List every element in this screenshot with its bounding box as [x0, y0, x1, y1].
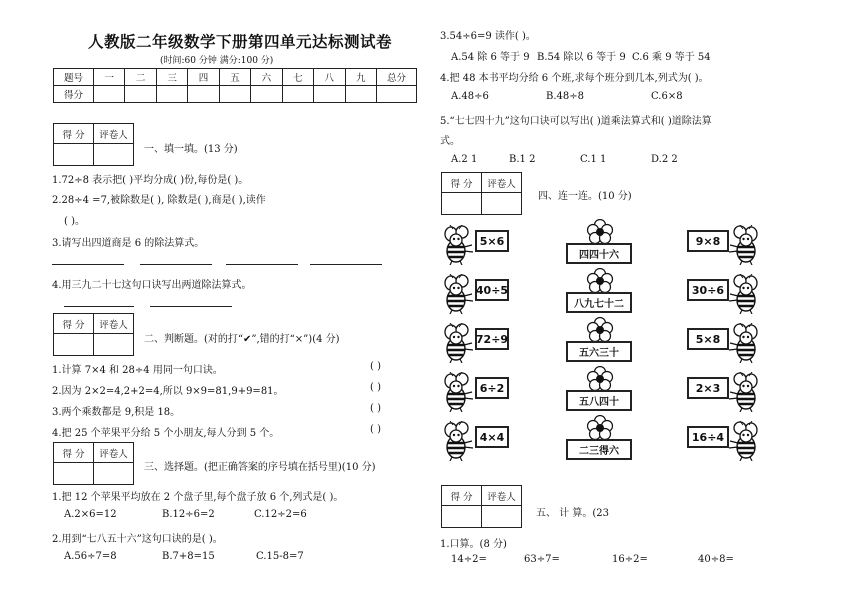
answer-line[interactable] [64, 306, 134, 307]
judge-bracket[interactable]: ( ) [370, 424, 381, 435]
score-header-cell: 总分 [377, 69, 417, 86]
page-subtitle: (时间:60 分钟 满分:100 分) [160, 56, 274, 66]
connect-left-card[interactable]: 4×4 [475, 426, 509, 448]
grader-score-cell[interactable] [442, 506, 482, 528]
answer-line[interactable] [140, 264, 212, 265]
choice-q4-opt-a[interactable]: A.48÷6 [451, 91, 489, 102]
score-cell[interactable] [94, 86, 125, 103]
grader-box-1 [53, 123, 134, 166]
page-title: 人教版二年级数学下册第四单元达标测试卷 [88, 33, 393, 51]
choice-q5b: 式。 [440, 136, 460, 147]
judge-item-2: 2.因为 2×2=4,2+2=4,所以 9×9=81,9+9=81。 [52, 386, 284, 397]
choice-q1-opt-b[interactable]: B.12÷6=2 [162, 509, 215, 520]
bee-icon [726, 225, 760, 268]
grader-reviewer-label: 评卷人 [94, 124, 134, 144]
choice-q5a: 5.“七七四十九”这句口诀可以写出( )道乘法算式和( )道除法算 [440, 116, 712, 127]
bee-icon [442, 323, 476, 366]
score-cell[interactable] [156, 86, 187, 103]
choice-q5-opt-d[interactable]: D.2 2 [651, 154, 678, 165]
choice-q4-opt-b[interactable]: B.48÷8 [546, 91, 584, 102]
connect-middle-card[interactable]: 五八四十 [566, 390, 632, 411]
choice-q2-opt-c[interactable]: C.15-8=7 [256, 551, 304, 562]
grader-score-label: 得 分 [54, 124, 94, 144]
grader-box-4 [441, 172, 522, 215]
grader-reviewer-label: 评卷人 [482, 173, 522, 193]
answer-line[interactable] [150, 306, 232, 307]
calc-q1: 1.口算。(8 分) [440, 539, 507, 550]
score-cell[interactable] [345, 86, 377, 103]
grader-reviewer-cell[interactable] [482, 193, 522, 215]
answer-line[interactable] [52, 264, 124, 265]
calc-item[interactable]: 40÷8= [698, 554, 734, 565]
grader-score-cell[interactable] [54, 144, 94, 166]
bee-icon [726, 323, 760, 366]
calc-item[interactable]: 14÷2= [451, 554, 487, 565]
fill-q4: 4.用三九二十七这句口诀写出两道除法算式。 [52, 280, 252, 291]
choice-q2-opt-a[interactable]: A.56÷7=8 [64, 551, 117, 562]
grader-reviewer-label: 评卷人 [94, 314, 134, 334]
score-cell[interactable] [377, 86, 417, 103]
section-1-heading: 一、填一填。(13 分) [144, 144, 238, 155]
fill-q2b: ( )。 [64, 216, 85, 227]
bee-icon [726, 274, 760, 317]
score-header-cell: 一 [94, 69, 125, 86]
connect-right-card[interactable]: 5×8 [687, 328, 729, 350]
choice-q3: 3.54÷6=9 读作( )。 [440, 31, 536, 42]
grader-reviewer-cell[interactable] [94, 334, 134, 356]
connect-right-card[interactable]: 9×8 [687, 230, 729, 252]
score-cell[interactable] [125, 86, 156, 103]
score-row-label: 得分 [54, 86, 94, 103]
connect-middle-card[interactable]: 八九七十二 [566, 292, 632, 313]
score-header-cell: 题号 [54, 69, 94, 86]
bee-icon [726, 421, 760, 464]
connect-left-card[interactable]: 6÷2 [475, 377, 509, 399]
score-cell[interactable] [188, 86, 219, 103]
score-table-header-row [54, 69, 417, 86]
bee-icon [442, 225, 476, 268]
grader-reviewer-cell[interactable] [94, 463, 134, 485]
score-header-cell: 五 [219, 69, 250, 86]
choice-q5-opt-c[interactable]: C.1 1 [580, 154, 607, 165]
choice-q1-opt-c[interactable]: C.12÷2=6 [254, 509, 307, 520]
choice-q2-opt-b[interactable]: B.7+8=15 [162, 551, 215, 562]
choice-q3-opt-a[interactable]: A.54 除 6 等于 9 [451, 52, 530, 63]
connect-middle-card[interactable]: 五六三十 [566, 341, 632, 362]
grader-reviewer-label: 评卷人 [482, 486, 522, 506]
grader-score-cell[interactable] [442, 193, 482, 215]
score-table [53, 68, 417, 103]
score-header-cell: 九 [345, 69, 377, 86]
grader-box-3 [53, 442, 134, 485]
fill-q2a: 2.28÷4 =7,被除数是( ), 除数是( ),商是( ),读作 [52, 195, 266, 206]
choice-q5-opt-b[interactable]: B.1 2 [509, 154, 536, 165]
connect-left-card[interactable]: 72÷9 [475, 328, 509, 350]
connect-left-card[interactable]: 40÷5 [475, 279, 509, 301]
bee-icon [442, 274, 476, 317]
score-cell[interactable] [282, 86, 313, 103]
choice-q3-opt-b[interactable]: B.54 除以 6 等于 9 [537, 52, 626, 63]
bee-icon [726, 372, 760, 415]
judge-item-4: 4.把 25 个苹果平分给 5 个小朋友,每人分到 5 个。 [52, 428, 280, 439]
answer-line[interactable] [310, 264, 382, 265]
connect-right-card[interactable]: 2×3 [687, 377, 729, 399]
score-header-cell: 二 [125, 69, 156, 86]
section-4-heading: 四、连一连。(10 分) [538, 191, 632, 202]
connect-right-card[interactable]: 30÷6 [687, 279, 729, 301]
score-header-cell: 六 [251, 69, 282, 86]
score-header-cell: 三 [156, 69, 187, 86]
connect-middle-card[interactable]: 二三得六 [566, 439, 632, 460]
grader-reviewer-cell[interactable] [94, 144, 134, 166]
score-cell[interactable] [219, 86, 250, 103]
grader-score-label: 得 分 [442, 173, 482, 193]
answer-line[interactable] [226, 264, 298, 265]
score-header-cell: 四 [188, 69, 219, 86]
calc-item[interactable]: 63÷7= [524, 554, 560, 565]
grader-reviewer-label: 评卷人 [94, 443, 134, 463]
calc-item[interactable]: 16÷2= [612, 554, 648, 565]
score-cell[interactable] [314, 86, 345, 103]
grader-reviewer-cell[interactable] [482, 506, 522, 528]
score-header-cell: 七 [282, 69, 313, 86]
connect-middle-card[interactable]: 四四十六 [566, 243, 632, 264]
grader-box-2 [53, 313, 134, 356]
judge-bracket[interactable]: ( ) [370, 403, 381, 414]
grader-box-5 [441, 485, 522, 528]
score-table-score-row [54, 86, 417, 103]
grader-score-label: 得 分 [54, 314, 94, 334]
score-header-cell: 八 [314, 69, 345, 86]
section-2-heading: 二、判断题。(对的打“✔”,错的打“×”)(4 分) [144, 334, 340, 345]
connect-right-card[interactable]: 16÷4 [687, 426, 729, 448]
choice-q5-opt-a[interactable]: A.2 1 [451, 154, 478, 165]
connect-left-card[interactable]: 5×6 [475, 230, 509, 252]
judge-item-1: 1.计算 7×4 和 28÷4 用同一句口诀。 [52, 365, 223, 376]
choice-q1-opt-a[interactable]: A.2×6=12 [64, 509, 117, 520]
choice-q3-opt-c[interactable]: C.6 乘 9 等于 54 [632, 52, 711, 63]
bee-icon [442, 421, 476, 464]
grader-score-label: 得 分 [54, 443, 94, 463]
choice-q2: 2.用到“七八五十六”这句口诀的是( )。 [52, 534, 223, 545]
choice-q1: 1.把 12 个苹果平均放在 2 个盘子里,每个盘子放 6 个,列式是( )。 [52, 492, 344, 503]
judge-item-3: 3.两个乘数都是 9,积是 18。 [52, 407, 181, 418]
choice-q4: 4.把 48 本书平均分给 6 个班,求每个班分到几本,列式为( )。 [440, 73, 709, 84]
judge-bracket[interactable]: ( ) [370, 382, 381, 393]
choice-q4-opt-c[interactable]: C.6×8 [651, 91, 683, 102]
bee-icon [442, 372, 476, 415]
score-cell[interactable] [251, 86, 282, 103]
fill-q1: 1.72÷8 表示把( )平均分成( )份,每份是( )。 [52, 175, 249, 186]
grader-score-cell[interactable] [54, 463, 94, 485]
section-5-heading: 五、 计 算。(23 [536, 508, 609, 519]
grader-score-label: 得 分 [442, 486, 482, 506]
fill-q3: 3.请写出四道商是 6 的除法算式。 [52, 238, 205, 249]
judge-bracket[interactable]: ( ) [370, 361, 381, 372]
section-3-heading: 三、选择题。(把正确答案的序号填在括号里)(10 分) [144, 462, 376, 473]
grader-score-cell[interactable] [54, 334, 94, 356]
